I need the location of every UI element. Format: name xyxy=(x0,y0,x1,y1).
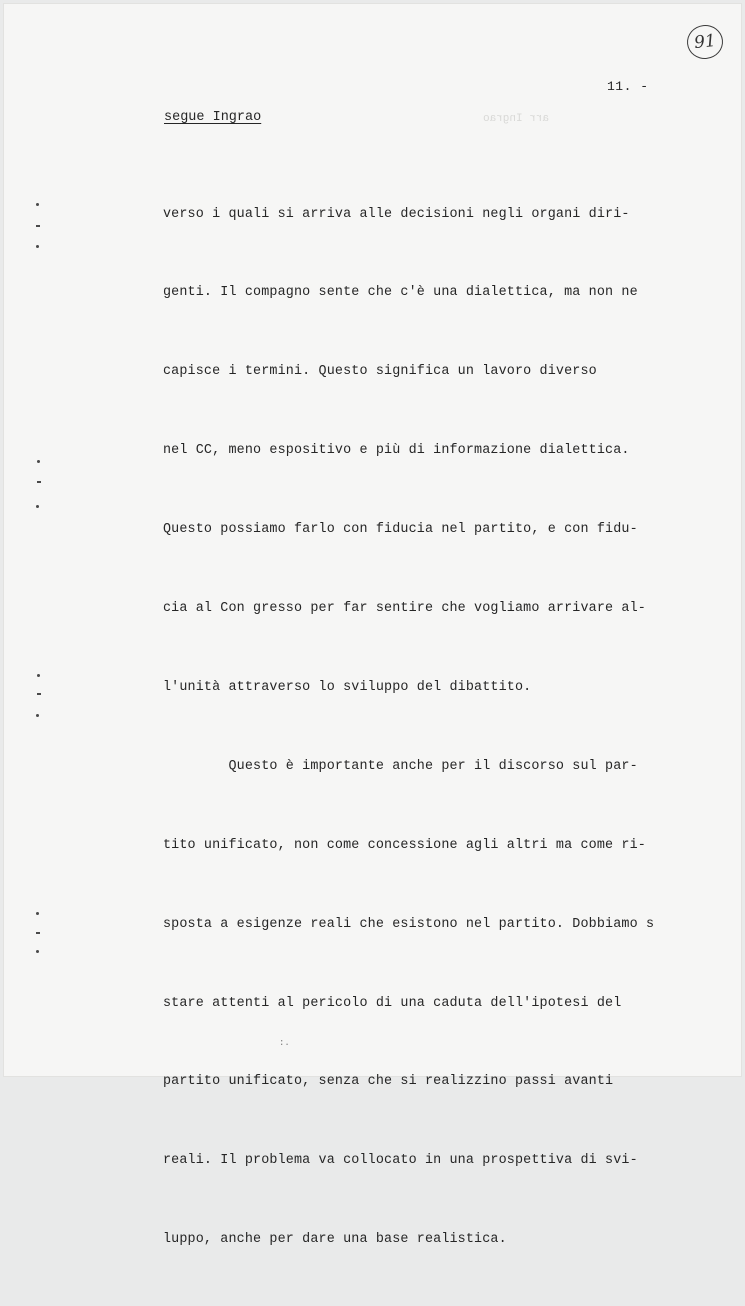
bleed-through-text: arr Ingrao xyxy=(483,113,550,125)
margin-mark xyxy=(36,245,39,248)
speaker-heading: segue Ingrao xyxy=(164,110,262,125)
text-line: genti. Il compagno sente che c'è una dialettica, ma non ne xyxy=(163,285,638,301)
margin-mark xyxy=(36,714,39,717)
text-line: stare attenti al pericolo di una caduta dell'ipotesi del xyxy=(163,995,622,1011)
margin-mark xyxy=(37,693,41,695)
body-text xyxy=(163,149,708,1306)
margin-mark xyxy=(36,912,39,915)
text-line: luppo, anche per dare una base realistica. xyxy=(163,1232,507,1248)
margin-mark xyxy=(36,505,39,508)
margin-mark xyxy=(37,674,40,677)
page-number: 11. - xyxy=(607,79,649,94)
text-line: partito unificato, senza che si realizzino passi avanti xyxy=(163,1074,614,1090)
text-line: sposta a esigenze reali che esistono nel partito. Dobbiamo s xyxy=(163,916,655,932)
archive-page-stamp: 91 xyxy=(685,23,724,61)
text-line: reali. Il problema va collocato in una prospettiva di svi- xyxy=(163,1153,638,1169)
document-page xyxy=(3,3,742,1248)
margin-mark xyxy=(36,225,40,227)
text-line: Questo possiamo farlo con fiducia nel partito, e con fidu- xyxy=(163,522,638,538)
text-line: tito unificato, non come concessione agli altri ma come ri- xyxy=(163,837,646,853)
text-line: capisce i termini. Questo significa un lavoro diverso xyxy=(163,364,597,380)
text-line: cia al Con gresso per far sentire che vogliamo arrivare al- xyxy=(163,601,646,617)
text-line: l'unità attraverso lo sviluppo del dibattito. xyxy=(163,679,532,695)
text-line: Questo è importante anche per il discorso sul par- xyxy=(163,758,638,774)
margin-mark xyxy=(36,932,40,934)
bottom-mark: :. xyxy=(279,1038,290,1048)
text-line: verso i quali si arriva alle decisioni negli organi diri- xyxy=(163,206,630,222)
margin-mark xyxy=(36,950,39,953)
margin-mark xyxy=(37,481,41,483)
margin-mark xyxy=(37,460,40,463)
margin-mark xyxy=(36,203,39,206)
text-line: nel CC, meno espositivo e più di informazione dialettica. xyxy=(163,443,630,459)
